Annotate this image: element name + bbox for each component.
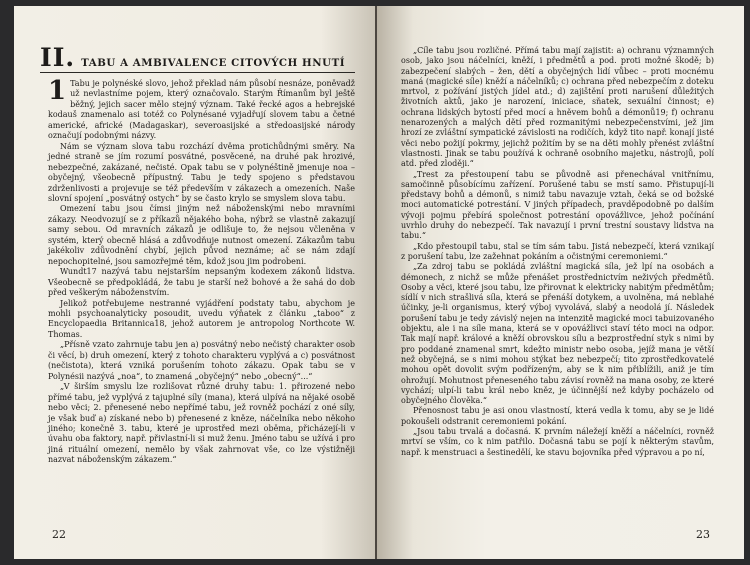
left-page-text: [48, 76, 356, 466]
chapter-number: II.: [40, 43, 76, 72]
chapter-title: TABU A AMBIVALENCE CITOVÝCH HNUTÍ: [81, 57, 346, 69]
paragraph: 1 Tabu je polynéské slovo, jehož překlad nám působí nesnáze, poněvadž už nevlastníme pojem, který označovalo. Starým Římanům byl ještě běžný, jejich sacer mělo stejný význam. Také řecké agos a hebrejské kodauš znamenalo asi totéž co Polynésané vyjadřují slovem tabu a četné americké, africké (Madagaskar), severoasijské a středoasijské národy označují podobnými názvy.: [48, 76, 356, 141]
paragraph: „Přísně vzato zahrnuje tabu jen a) posvátný nebo nečistý charakter osob či věcí, b) druh omezení, který z tohoto charakteru vyplývá a c) posvátnost (nečistota), která vzniká porušením tohoto zákazu. Opak tabu se v Polynésii nazývá „noa“, to znamená „obyčejný“ nebo „obecný“...“: [48, 340, 356, 381]
paragraph: Wundt17 nazývá tabu nejstarším nepsaným kodexem zákonů lidstva. Všeobecně se předpokládá, že tabu je starší než bohové a že sahá do dob před veškerým náboženstvím.: [48, 267, 356, 298]
paragraph: „Cíle tabu jsou rozličné. Přímá tabu mají zajistit: a) ochranu významných osob, jako jsou náčelníci, kněží, i předmětů a pod. proti možné škodě; b) zabezpečení slabých – žen, dětí a obyčejných lidí vůbec – proti mocnému maná (magické síle) kněží a náčelníků; c) ochrana před nebezpečím z doteku mrtvol, z požívání jistých jídel atd.; d) zajištění proti narušení důležitých životních aktů, jako je narození, iniciace, sňatek, sexuální činnost; e) ochrana lidských bytostí před mocí a hněvem bohů a démonů19; f) ochranu nenarozených a malých dětí před rozmanitými nebezpečenstvími, jež jim hrozí ze zvláštní sympatické závislosti na rodičích, když tito např. konají jisté věci nebo požijí pokrmy, jejichž požitím by se na děti mohly přenést zvláštní vlastnosti. Jinak se tabu používá k ochraně osobního majetku, nástrojů, polí atd. před zloději.“: [401, 46, 715, 169]
left-page: [14, 6, 375, 559]
paragraph: „V širším smyslu lze rozlišovat různé druhy tabu: 1. přirozené nebo přímé tabu, jež vyplývá z tajuplné síly (mana), která ulpívá na nějaké osobě nebo věci; 2. přenesené nebo nepřímé tabu, jež rovněž pochází z oné síly, je však buď a) získané nebo b) přenesené z kněze, náčelníka nebo někoho jiného; konečně 3. tabu, které je uprostřed mezi oběma, přicházejí-li v úvahu oba faktory, např. přivlastní-li si muž ženu. Jméno tabu se užívá i pro jiná rituální omezení, nemělo by však zahrnovat vše, co lze výstižněji nazvat náboženským zákazem.“: [48, 382, 356, 465]
paragraph: „Kdo přestoupil tabu, stal se tím sám tabu. Jistá nebezpečí, která vznikají z porušení tabu, lze zažehnat pokáním a očistnými ceremoniemi.“: [401, 241, 715, 261]
paragraph: Omezení tabu jsou čímsi jiným než náboženskými nebo mravními zákazy. Neodvozují se z příkazů nějakého boha, nýbrž se vlastně zakazují samy sebou. Od mravních zákazů je odlišuje to, že nejsou včleněna v systém, který obecně hlásá a zdůvodňuje nutnost omezení. Zákazům tabu jakékoliv zdůvodnění chybí, jejich původ neznáme; ač se nám zdají nepochopitelné, jsou samozřejmé těm, kdož jsou jim podrobeni.: [48, 204, 356, 266]
paragraph: „Jsou tabu trvalá a dočasná. K prvním náležejí kněží a náčelníci, rovněž mrtví se vším, co k nim patřilo. Dočasná tabu se pojí k některým stavům, např. k menstruaci a šestinedělí, ke stavu bojovníka před výpravou a po ní,: [401, 426, 715, 457]
paragraph: „Za zdroj tabu se pokládá zvláštní magická síla, jež lpí na osobách a démonech, z nichž se může přenášet prostřednictvím neživých předmětů. Osoby a věci, které jsou tabu, lze přirovnat k elektricky nabitým předmětům; sídlí v nich strašlivá síla, která se přenáší dotykem, a uvolněna, má neblahé účinky, je-li organismus, který výboj vyvolává, slabý a neodolá jí. Následek porušení tabu je tedy závislý nejen na intenzitě magické moci tabuizovaného objektu, ale i na síle mana, která se v opovážlivci staví této moci na odpor. Tak mají např. králové a kněží obrovskou sílu a bezprostřední styk s nimi by pro poddané znamenal smrt, kdežto ministr nebo osoba, jejíž mana je větší než obyčejná, se s nimi mohou stýkat bez nebezpečí; tito zprostředkovatelé mohou opět dovolit svým podřízeným, aby se k nim přiblížili, aniž je tím ohrožují. Mohutnost přeneseného tabu závisí rovněž na mana osoby, ze které vychází; ulpí-li tabu král nebo kněz, je účinnější než kdyby pocházelo od obyčejného člověka.“: [401, 262, 715, 406]
paragraph: Nám se význam slova tabu rozchází dvěma protichůdnými směry. Na jedné straně se jím rozumí posvátné, posvěcené, na druhé pak hrozivé, nebezpečné, zakázané, nečisté. Opak tabu se v polynéštině jmenuje noa – obyčejný, všeobecně přípustný. Tabu je tedy spojeno s představou zdrženlivosti a projevuje se též především v zákazech a omezeních. Naše slovní spojení „posvátný ostych“ by se často krylo se smyslem slova tabu.: [48, 141, 356, 203]
page-number: 23: [696, 528, 711, 541]
drop-cap: 1: [48, 76, 67, 106]
right-page-text: [401, 46, 714, 458]
right-page: [377, 6, 744, 559]
paragraph: Přenosnost tabu je asi onou vlastností, která vedla k tomu, aby se je lidé pokoušeli odstranit ceremoniemi pokání.: [401, 406, 715, 426]
paragraph: Jelikož potřebujeme nestranné vyjádření podstaty tabu, abychom je mohli psychoanalyticky posoudit, uvedu výňatek z článku „taboo“ z Encyclopaedia Britannica18, jehož autorem je antropolog Northcote W. Thomas.: [48, 298, 356, 339]
page-number: 22: [52, 528, 66, 541]
chapter-heading: [40, 43, 355, 73]
paragraph: „Trest za přestoupení tabu se původně asi přenechával vnitřnímu, samočinně působícímu zařízení. Porušené tabu se mstí samo. Přistupují-li představy bohů a démonů, s nimiž tabu navazuje vztah, čeká se od božské moci automatické potrestání. V jiných případech, pravděpodobně po dalším vývoji pojmu přebírá společnost potrestání opovážlivce, jehož počínání uvrhlo druhy do nebezpečí. Tak navazují i první trestní soustavy lidstva na tabu.“: [401, 169, 715, 241]
book-spread: [14, 6, 744, 559]
